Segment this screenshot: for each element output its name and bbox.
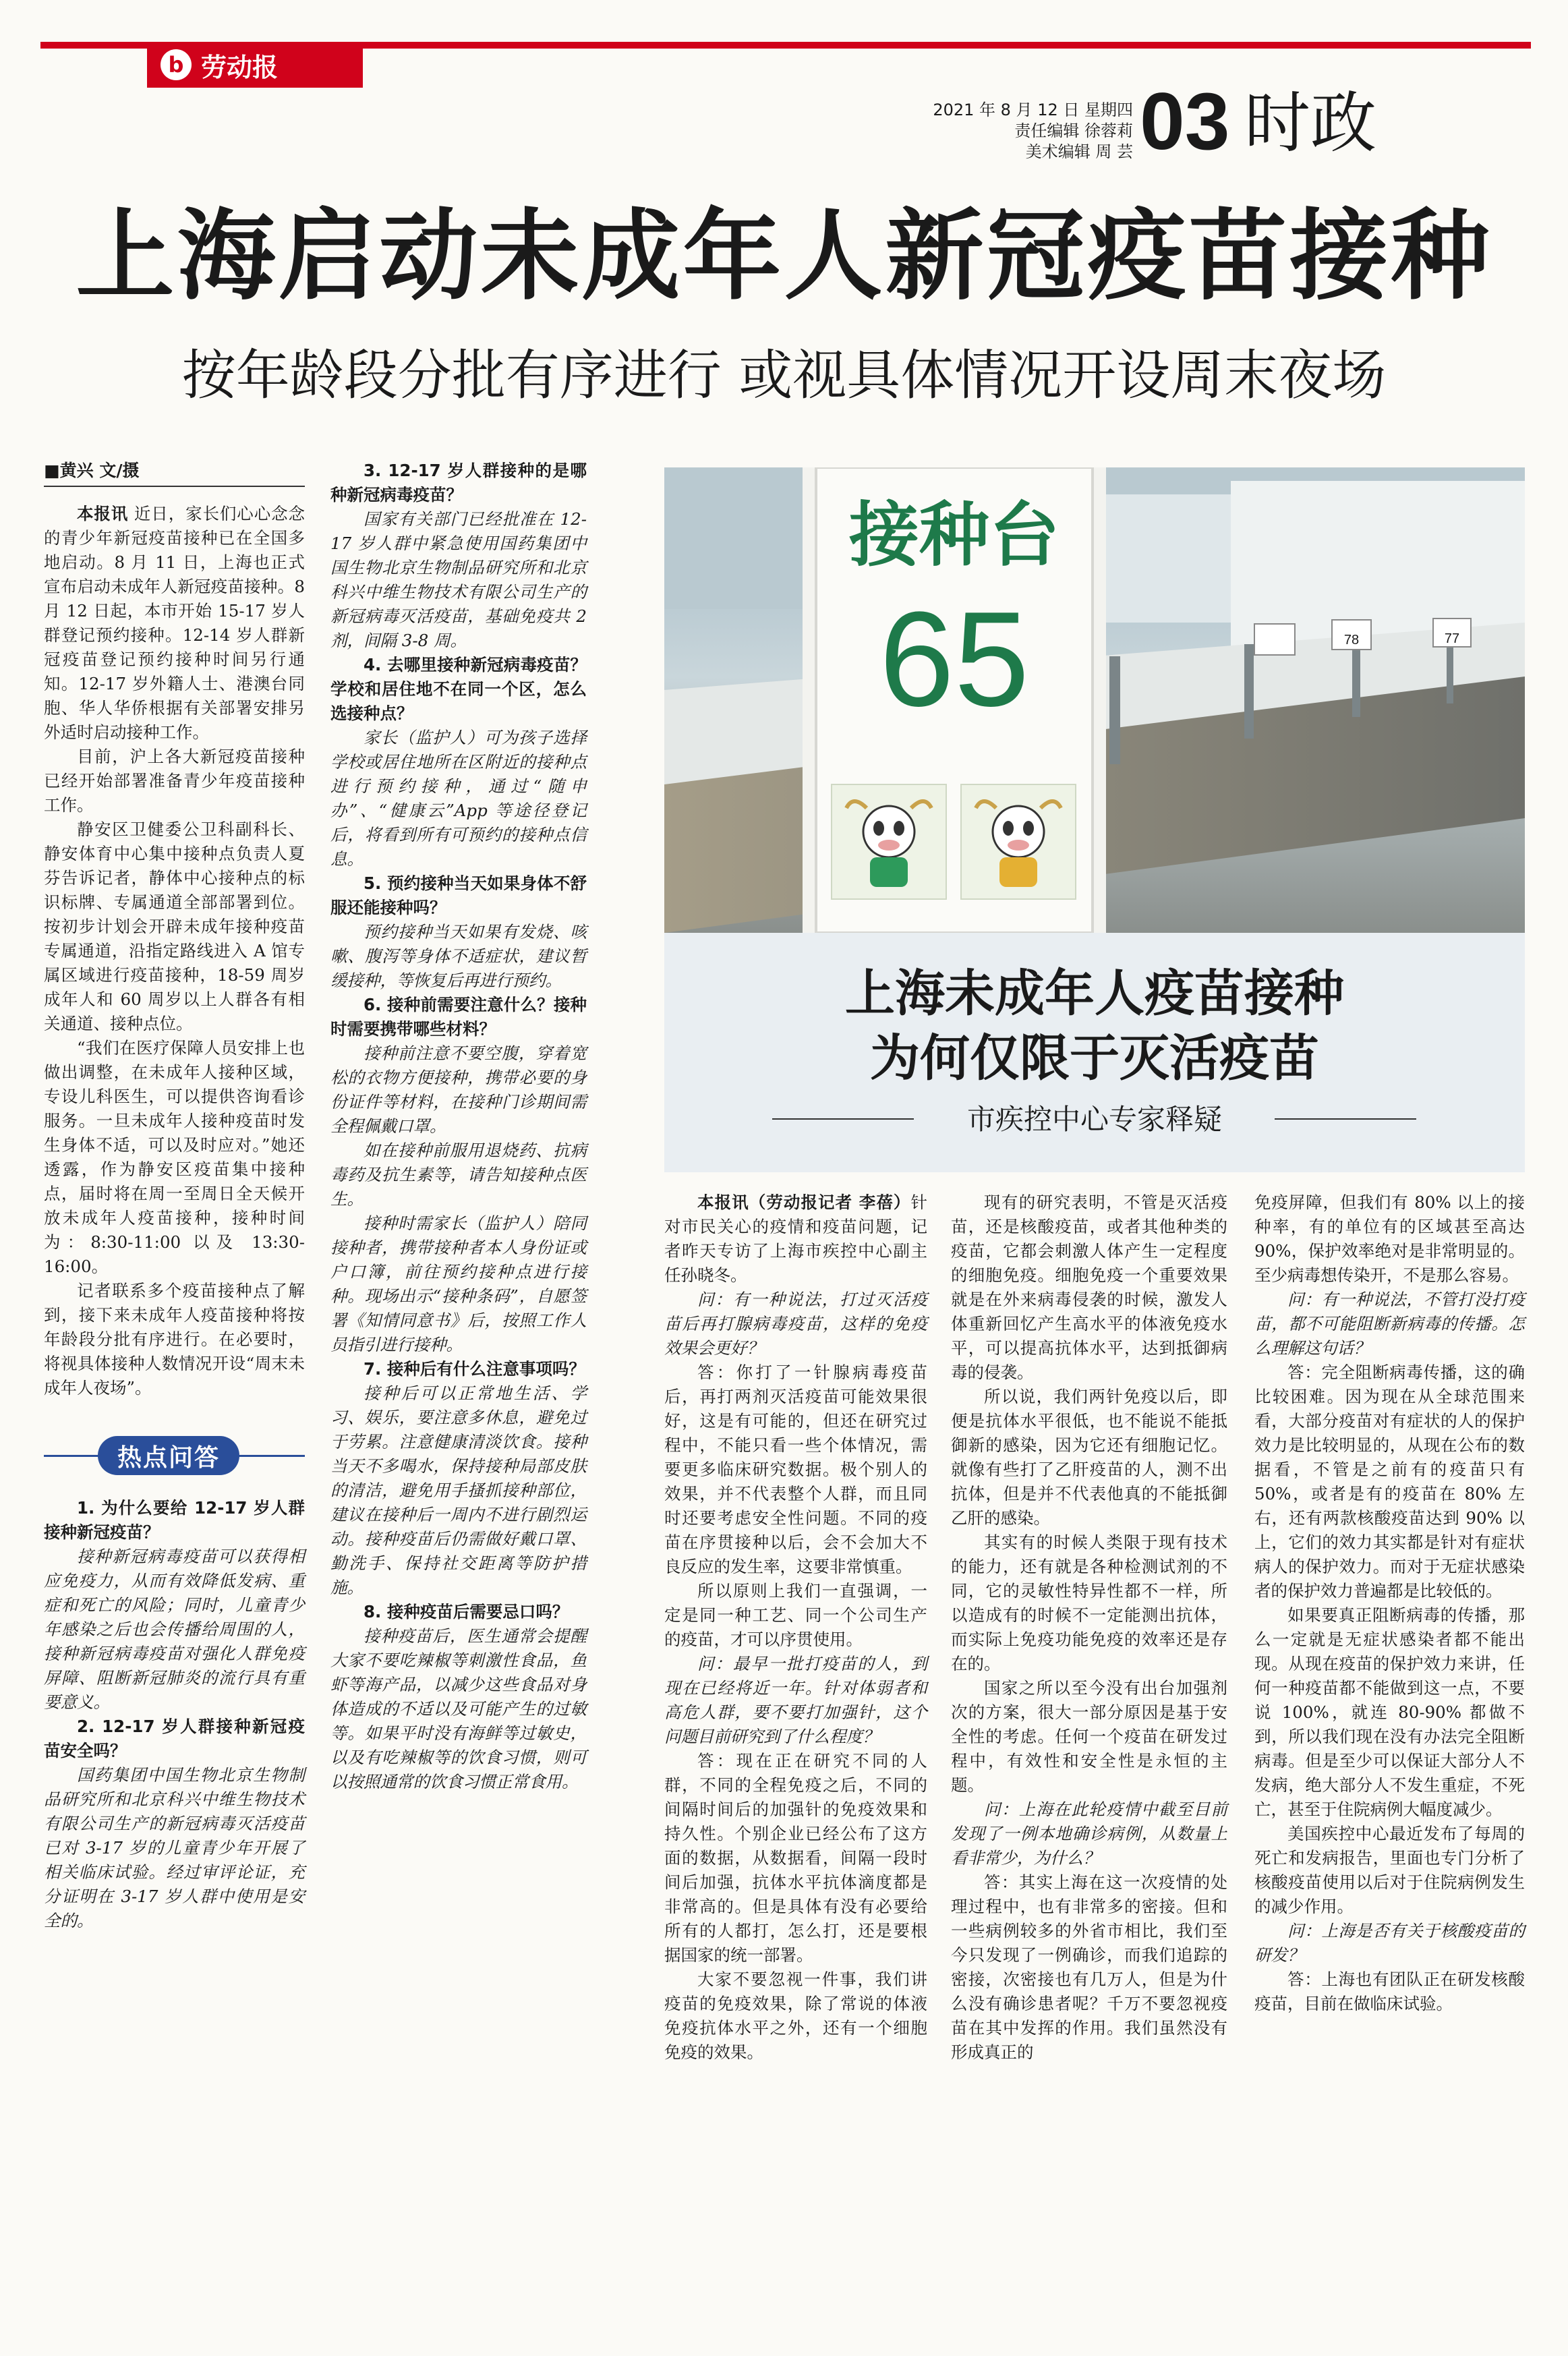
paragraph: 国家之所以至今没有出台加强剂次的方案，很大一部分原因是基于安全性的考虑。任何一个疫苗在研发过程中，有效性和安全性是永恒的主题。 [951, 1678, 1227, 1795]
mascot-left-icon [832, 784, 946, 899]
inset-lead [664, 1190, 927, 1288]
inset-question: 问：最早一批打疫苗的人，到现在已经将近一年。针对体弱者和高危人群，要不要打加强针，这个问题目前研究到了什么程度？ [664, 1654, 927, 1746]
paragraph: 目前，沪上各大新冠疫苗接种已经开始部署准备青少年疫苗接种工作。 [44, 747, 305, 815]
inset-subtitle: 市疾控中心专家释疑 [966, 1103, 1222, 1136]
page-headline: 上海启动未成年人新冠疫苗接种 [76, 199, 1492, 314]
qa-question: 7. 接种后有什么注意事项吗？ [364, 1359, 585, 1379]
qa-question: 6. 接种前需要注意什么？接种时需要携带哪些材料？ [330, 995, 587, 1039]
inset-question: 问：有一种说法，不管打没打疫苗，都不可能阻断新病毒的传播。怎么理解这句话？ [1254, 1290, 1525, 1358]
inset-question: 问：上海在此轮疫情中截至目前发现了一例本地确诊病例，从数量上看非常少，为什么？ [951, 1800, 1227, 1868]
qa-question: 2. 12-17 岁人群接种新冠疫苗安全吗？ [44, 1717, 305, 1760]
issue-meta [890, 100, 1133, 163]
mascot-right-icon [961, 784, 1076, 899]
qa-question: 8. 接种疫苗后需要忌口吗？ [364, 1602, 569, 1621]
paragraph: 其实有的时候人类限于现有技术的能力，还有就是各种检测试剂的不同，它的灵敏性特异性都不一样，所以造成有的时候不一定能测出抗体，而实际上免疫功能免疫的效率还是存在的。 [951, 1532, 1227, 1673]
inset-answer: 答：现在正在研究不同的人群，不同的全程免疫之后，不同的间隔时间后的加强针的免疫效果和持久性。个别企业已经公布了这方面的数据，从数据看，间隔一段时间后加强，抗体水平抗体滴度都是非常高的。但是具体有没有必要给所有的人都打，怎么打，还是要根据国家的统一部署。 [664, 1751, 927, 1965]
lead-tag: 本报讯 [77, 504, 129, 523]
desk-sign-label: 77 [1444, 631, 1460, 646]
station-sign-number: 65 [879, 584, 1030, 735]
qa-question: 5. 预约接种当天如果身体不舒服还能接种吗？ [330, 873, 587, 917]
paragraph: 所以原则上我们一直强调，一定是同一种工艺、同一个公司生产的疫苗，才可以序贯使用。 [664, 1581, 927, 1649]
photo-illustration [664, 467, 1525, 933]
inset-lead-tag: 本报讯（劳动报记者 李蓓） [697, 1193, 911, 1212]
logo-mark-icon: b [161, 49, 192, 80]
qa-answer: 接种后可以正常地生活、学习、娱乐，要注意多休息，避免过于劳累。注意健康清淡饮食。接种当天不多喝水，保持接种局部皮肤的清洁，避免用手搔抓接种部位，建议在接种后一周内不进行剧烈运动。接种疫苗后仍需做好戴口罩、勤洗手、保持社交距离等防护措施。 [330, 1383, 587, 1597]
paragraph: 静安区卫健委公卫科副科长、静安体育中心集中接种点负责人夏芬告诉记者，静体中心接种点的标识标牌、专属通道全部部署到位。按初步计划会开辟未成年接种疫苗专属通道，沿指定路线进入 A 馆专属区域进行疫苗接种，18-59 周岁成年人和 60 周岁以上人群各有相关通道、接种点位。 [44, 820, 305, 1033]
paragraph: 免疫屏障，但我们有 80% 以上的接种率，有的单位有的区域甚至高达 90%，保护效率绝对是非常明显的。至少病毒想传染开，不是那么容易。 [1254, 1193, 1525, 1285]
paragraph: 现有的研究表明，不管是灭活疫苗，还是核酸疫苗，或者其他种类的疫苗，它都会刺激人体产生一定程度的细胞免疫。细胞免疫一个重要效果就是在外来病毒侵袭的时候，激发人体重新回忆产生高水平的体液免疫水平，可以提高抗体水平，达到抵御病毒的侵袭。 [951, 1193, 1227, 1382]
inset-answer: 答：其实上海在这一次疫情的处理过程中，也有非常多的密接。但和一些病例较多的外省市相比，我们至今只发现了一例确诊，而我们追踪的密接，次密接也有几万人，但是为什么没有确诊患者呢？千万不要忽视疫苗在其中发挥的作用。我们虽然没有形成真正的 [951, 1872, 1227, 2062]
inset-answer: 答：上海也有团队正在研发核酸疫苗，目前在做临床试验。 [1254, 1970, 1525, 2013]
inset-column-3 [1254, 1190, 1525, 2016]
article-column-1 [44, 459, 305, 1400]
qa-answer: 接种疫苗后，医生通常会提醒大家不要吃辣椒等刺激性食品，鱼虾等海产品，以减少这些食品对身体造成的不适以及可能产生的过敏等。如果平时没有海鲜等过敏史，以及有吃辣椒等的饮食习惯，则可以按照通常的饮食习惯正常食用。 [330, 1626, 587, 1791]
inset-lead-text: 针对市民关心的疫情和疫苗问题，记者昨天专访了上海市疾控中心副主任孙晓冬。 [664, 1193, 927, 1285]
paragraph: 所以说，我们两针免疫以后，即便是抗体水平很低，也不能说不能抵御新的感染，因为它还有细胞记忆。就像有些打了乙肝疫苗的人，测不出抗体，但是并不代表他真的不能抵御乙肝的感染。 [951, 1387, 1227, 1528]
inset-title-line: 为何仅限于灭活疫苗 [870, 1029, 1319, 1087]
qa-answer: 接种新冠病毒疫苗可以获得相应免疫力，从而有效降低发病、重症和死亡的风险；同时，儿童青少年感染之后也会传播给周围的人，接种新冠病毒疫苗对强化人群免疫屏障、阻断新冠肺炎的流行具有重要意义。 [44, 1547, 305, 1712]
paragraph: 记者联系多个疫苗接种点了解到，接下来未成年人疫苗接种将按年龄段分批有序进行。在必要时，将视具体接种人数情况开设“周末未成年人夜场”。 [44, 1281, 305, 1398]
inset-column-2 [951, 1190, 1227, 2065]
inset-question: 问：上海是否有关于核酸疫苗的研发？ [1254, 1921, 1525, 1965]
page-subheadline: 按年龄段分批有序进行 或视具体情况开设周末夜场 [181, 344, 1387, 407]
inset-answer: 答：你打了一针腺病毒疫苗后，再打两剂灭活疫苗可能效果很好，这是有可能的，但还在研究过程中，不能只看一些个体情况，需要更多临床研究数据。极个别人的效果，并不代表整个人群，而且同时还要考虑安全性问题。不同的疫苗在序贯接种以后，会不会加大不良反应的发生率，这要非常慎重。 [664, 1362, 927, 1576]
inset-column-1 [664, 1190, 927, 2065]
paragraph: 大家不要忽视一件事，我们讲疫苗的免疫效果，除了常说的体液免疫抗体水平之外，还有一个细胞免疫的效果。 [664, 1970, 927, 2062]
qa-column-1 [44, 1496, 305, 1933]
station-sign-label: 接种台 [848, 494, 1059, 576]
art-editor-credit: 美术编辑 周 芸 [1025, 142, 1133, 161]
hot-qa-label: 热点问答 [98, 1436, 239, 1475]
qa-answer: 国家有关部门已经批准在 12-17 岁人群中紧急使用国药集团中国生物北京生物制品研究所和北京科兴中维生物技术有限公司生产的新冠病毒灭活疫苗，基础免疫共 2 剂，间隔 3-8 周。 [330, 509, 587, 650]
qa-answer: 接种时需家长（监护人）陪同接种者，携带接种者本人身份证或户口簿，前往预约接种点进行接种。现场出示“接种条码”，自愿签署《知情同意书》后，按照工作人员指引进行接种。 [330, 1213, 587, 1354]
hot-qa-banner [44, 1433, 305, 1478]
editor-credit: 责任编辑 徐蓉莉 [1014, 121, 1133, 140]
inset-answer: 答：完全阻断病毒传播，这的确比较困难。因为现在从全球范围来看，大部分疫苗对有症状的人的保护效力是比较明显的，从现在公布的数据看，不管是之前有的疫苗只有 50%，或者是有的疫苗在 80% 左右，还有两款核酸疫苗达到 90% 以上，它们的效力其实都是针对有症状病人的保护效力。而对于无症状感染者的保护效力普遍都是比较低的。 [1254, 1362, 1525, 1601]
page-number: 03 [1140, 76, 1230, 167]
logo-text: 劳动报 [201, 52, 279, 82]
issue-date: 2021 年 8 月 12 日 星期四 [933, 100, 1133, 119]
qa-answer: 家长（监护人）可为孩子选择学校或居住地所在区附近的接种点进行预约接种，通过“随申办”、“健康云”App 等途径登记后，将看到所有可预约的接种点信息。 [330, 728, 587, 869]
paragraph: 如果要真正阻断病毒的传播，那么一定就是无症状感染者都不能出现。从现在疫苗的保护效力来讲，任何一种疫苗都不能做到这一点，不要说 100%，就连 80-90% 都做不到，所以我们现在没有办法完全阻断病毒。但是至少可以保证大部分人不发病，绝大部分人不发生重症，不死亡，甚至于住院病例大幅度减少。 [1254, 1605, 1525, 1819]
qa-question: 1. 为什么要给 12-17 岁人群接种新冠疫苗？ [44, 1498, 305, 1542]
qa-answer: 国药集团中国生物北京生物制品研究所和北京科兴中维生物技术有限公司生产的新冠病毒灭活疫苗已对 3-17 岁的儿童青少年开展了相关临床试验。经过审评论证，充分证明在 3-17 岁人群中使用是安全的。 [44, 1765, 305, 1930]
desk-sign-label: 78 [1343, 633, 1360, 648]
qa-answer: 预约接种当天如果有发烧、咳嗽、腹泻等身体不适症状，建议暂缓接种，等恢复后再进行预约。 [330, 922, 587, 990]
paragraph: 美国疾控中心最近发布了每周的死亡和发病报告，里面也专门分析了核酸疫苗使用以后对于住院病例发生的减少作用。 [1254, 1824, 1525, 1916]
section-name: 时政 [1244, 85, 1377, 162]
lead-text: 近日，家长们心心念念的青少年新冠疫苗接种已在全国多地启动。8 月 11 日，上海也正式宣布启动未成年人新冠疫苗接种。8 月 12 日起，本市开始 15-17 岁人群登记预约接种。12-14 岁人群新冠疫苗登记预约接种时间另行通知。12-17 岁外籍人士、港澳台同胞、华人华侨根据有关部署安排另外适时启动接种工作。 [44, 504, 306, 742]
qa-answer: 接种前注意不要空腹，穿着宽松的衣物方便接种，携带必要的身份证件等材料，在接种门诊期间需全程佩戴口罩。 [330, 1043, 587, 1136]
qa-question: 4. 去哪里接种新冠病毒疫苗？学校和居住地不在同一个区，怎么选接种点？ [330, 655, 587, 723]
qa-question: 3. 12-17 岁人群接种的是哪种新冠病毒疫苗？ [330, 461, 587, 505]
vaccination-station-photo [664, 467, 1525, 933]
inset-title [664, 961, 1525, 1091]
paragraph: “我们在医疗保障人员安排上也做出调整，在未成年人接种区域，专设儿科医生，可以提供咨询看诊服务。一旦未成年人接种疫苗时发生身体不适，可以及时应对。”她还透露，作为静安区疫苗集中接种点，届时将在周一至周日全天候开放未成年人疫苗接种，接种时间为：8:30-11:00 以及 13:30-16:00。 [44, 1038, 305, 1276]
qa-answer: 如在接种前服用退烧药、抗病毒药及抗生素等，请告知接种点医生。 [330, 1141, 587, 1209]
newspaper-logo [147, 42, 363, 88]
byline: ■黄兴 文/摄 [44, 459, 305, 487]
inset-question: 问：有一种说法，打过灭活疫苗后再打腺病毒疫苗，这样的免疫效果会更好？ [664, 1290, 927, 1358]
qa-column-2 [330, 459, 587, 1794]
inset-title-line: 上海未成年人疫苗接种 [845, 965, 1344, 1023]
lead-paragraph [44, 502, 305, 745]
